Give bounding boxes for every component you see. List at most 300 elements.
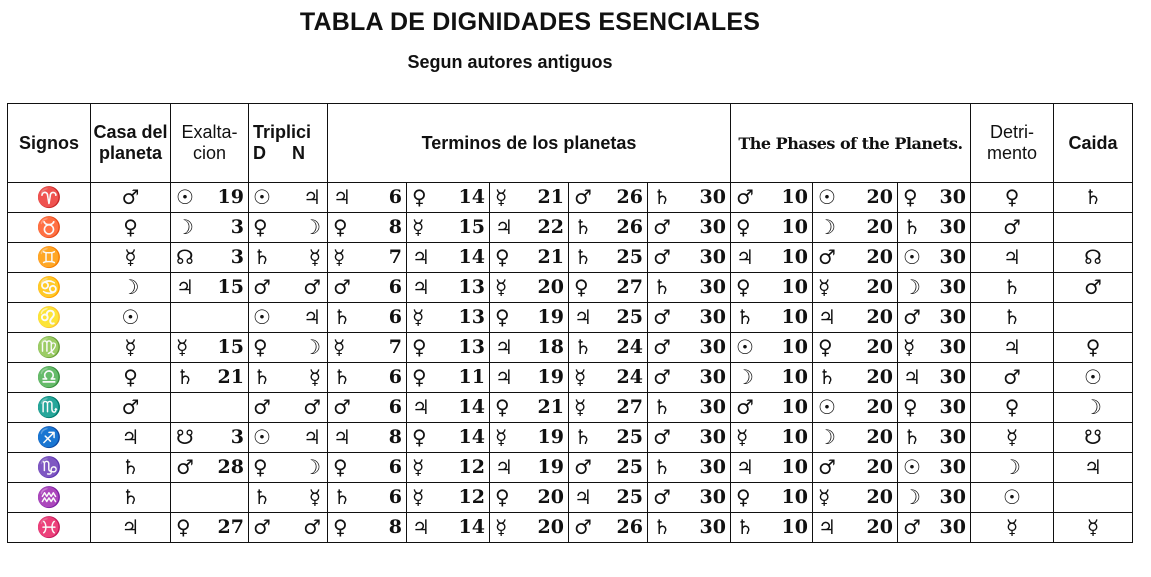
term-cell: [407, 393, 490, 423]
triplicity-day: ♀: [253, 335, 268, 359]
sign-cell: ♐: [8, 423, 91, 453]
table-row: [8, 423, 1133, 453]
triplicity-day: ♄: [253, 365, 271, 389]
phase-cell: [898, 483, 971, 513]
term-cell: [648, 303, 731, 333]
phase-cell: [731, 243, 813, 273]
sign-cell: ♎: [8, 363, 91, 393]
term-degree: 20: [537, 486, 564, 508]
casa-cell: ♄: [91, 483, 171, 513]
exaltacion-degree: 15: [217, 276, 244, 298]
exaltacion-planet: ♂: [176, 455, 194, 479]
phase-degree: 30: [939, 306, 966, 328]
phase-degree: 10: [781, 336, 808, 358]
detrimento-cell: ♃: [971, 333, 1054, 363]
phase-planet: ♄: [736, 515, 754, 539]
phase-cell: [731, 423, 813, 453]
sign-cell: ♍: [8, 333, 91, 363]
phase-degree: 10: [781, 426, 808, 448]
term-cell: [490, 273, 569, 303]
caida-cell: ♃: [1054, 453, 1133, 483]
casa-cell: ☿: [91, 333, 171, 363]
phase-degree: 10: [781, 306, 808, 328]
table-row: [8, 303, 1133, 333]
exaltacion-degree: 3: [230, 246, 244, 268]
exaltacion-cell: [171, 513, 249, 543]
term-degree: 25: [616, 246, 643, 268]
term-planet: ♄: [653, 515, 671, 539]
term-cell: [328, 303, 407, 333]
triplicity-night: ♃: [303, 305, 321, 329]
header-exaltacion: Exalta- cion: [171, 104, 249, 183]
term-degree: 30: [699, 486, 726, 508]
term-degree: 30: [699, 276, 726, 298]
term-degree: 26: [616, 516, 643, 538]
term-cell: [490, 213, 569, 243]
term-planet: ♀: [495, 485, 510, 509]
phase-cell: [898, 273, 971, 303]
sign-cell: ♋: [8, 273, 91, 303]
exaltacion-planet: ♃: [176, 275, 194, 299]
exaltacion-planet: ☿: [176, 335, 189, 359]
phase-planet: ☽: [736, 365, 754, 389]
exaltacion-degree: 27: [217, 516, 244, 538]
term-cell: [569, 333, 648, 363]
phase-degree: 20: [866, 186, 893, 208]
term-degree: 6: [388, 186, 402, 208]
phase-planet: ☽: [818, 425, 836, 449]
exaltacion-planet: ☽: [176, 215, 194, 239]
casa-cell: ☉: [91, 303, 171, 333]
term-degree: 13: [458, 336, 485, 358]
phase-cell: [898, 183, 971, 213]
sign-cell: ♏: [8, 393, 91, 423]
exaltacion-planet: ☋: [176, 425, 194, 449]
term-planet: ♄: [333, 485, 351, 509]
phase-cell: [813, 243, 898, 273]
caida-cell: [1054, 483, 1133, 513]
term-degree: 6: [388, 276, 402, 298]
term-cell: [328, 273, 407, 303]
term-planet: ♃: [333, 425, 351, 449]
term-degree: 20: [537, 516, 564, 538]
term-cell: [569, 393, 648, 423]
term-degree: 22: [537, 216, 564, 238]
triplicity-night: ♃: [303, 425, 321, 449]
header-signos: Signos: [8, 104, 91, 183]
term-degree: 24: [616, 336, 643, 358]
table-row: [8, 273, 1133, 303]
phase-planet: ♀: [818, 335, 833, 359]
term-degree: 14: [458, 246, 485, 268]
phase-planet: ☽: [818, 215, 836, 239]
term-cell: [490, 243, 569, 273]
phase-planet: ♂: [736, 395, 754, 419]
phase-cell: [898, 363, 971, 393]
term-planet: ♀: [412, 335, 427, 359]
term-planet: ♀: [333, 455, 348, 479]
header-triplici: [249, 104, 328, 183]
caida-cell: ☽: [1054, 393, 1133, 423]
term-degree: 13: [458, 306, 485, 328]
phase-planet: ♀: [736, 485, 751, 509]
phase-degree: 10: [781, 516, 808, 538]
term-planet: ♂: [333, 275, 351, 299]
term-cell: [648, 363, 731, 393]
triplicity-day: ♄: [253, 245, 271, 269]
triplicity-night: ☿: [308, 485, 321, 509]
phase-degree: 30: [939, 486, 966, 508]
phase-planet: ☿: [903, 335, 916, 359]
term-planet: ♀: [333, 515, 348, 539]
term-degree: 14: [458, 516, 485, 538]
term-planet: ♂: [653, 245, 671, 269]
triplicity-day: ☉: [253, 305, 271, 329]
term-degree: 6: [388, 306, 402, 328]
term-cell: [407, 333, 490, 363]
phase-cell: [731, 513, 813, 543]
term-planet: ♄: [333, 305, 351, 329]
phase-planet: ☉: [903, 245, 921, 269]
triplicity-day: ♂: [253, 515, 271, 539]
phase-planet: ☉: [736, 335, 754, 359]
term-degree: 25: [616, 306, 643, 328]
phase-cell: [898, 393, 971, 423]
caida-cell: ☊: [1054, 243, 1133, 273]
term-cell: [569, 213, 648, 243]
term-planet: ☿: [495, 275, 508, 299]
phase-cell: [731, 483, 813, 513]
casa-cell: ♃: [91, 513, 171, 543]
term-planet: ♃: [495, 455, 513, 479]
term-degree: 8: [388, 426, 402, 448]
term-degree: 11: [458, 366, 485, 388]
casa-cell: ♀: [91, 213, 171, 243]
caida-cell: ♀: [1054, 333, 1133, 363]
phase-planet: ☉: [903, 455, 921, 479]
casa-cell: ♂: [91, 183, 171, 213]
exaltacion-degree: 28: [217, 456, 244, 478]
caida-cell: ☿: [1054, 513, 1133, 543]
triplicity-night: ☽: [303, 455, 321, 479]
phase-cell: [731, 183, 813, 213]
dignities-table: [7, 103, 1133, 543]
term-cell: [490, 453, 569, 483]
caida-cell: [1054, 213, 1133, 243]
triplicity-cell: [249, 453, 328, 483]
phase-degree: 20: [866, 426, 893, 448]
detrimento-cell: ♂: [971, 363, 1054, 393]
term-cell: [490, 363, 569, 393]
term-cell: [328, 483, 407, 513]
term-cell: [648, 513, 731, 543]
phase-cell: [731, 213, 813, 243]
term-degree: 25: [616, 486, 643, 508]
term-degree: 19: [537, 306, 564, 328]
term-cell: [407, 483, 490, 513]
term-degree: 27: [616, 276, 643, 298]
term-planet: ☿: [333, 245, 346, 269]
term-degree: 13: [458, 276, 485, 298]
phase-degree: 20: [866, 336, 893, 358]
term-cell: [407, 213, 490, 243]
phase-degree: 30: [939, 396, 966, 418]
term-degree: 6: [388, 396, 402, 418]
phase-cell: [813, 513, 898, 543]
phase-degree: 10: [781, 186, 808, 208]
exaltacion-planet: ☉: [176, 185, 194, 209]
exaltacion-degree: 21: [217, 366, 244, 388]
term-cell: [648, 183, 731, 213]
term-planet: ☿: [495, 425, 508, 449]
phase-planet: ☿: [818, 485, 831, 509]
term-degree: 7: [388, 246, 402, 268]
term-degree: 8: [388, 516, 402, 538]
table-row: [8, 363, 1133, 393]
term-degree: 18: [537, 336, 564, 358]
triplicity-night: ♂: [303, 515, 321, 539]
term-planet: ♀: [574, 275, 589, 299]
term-planet: ♃: [412, 395, 430, 419]
phase-planet: ♃: [736, 455, 754, 479]
phase-degree: 20: [866, 396, 893, 418]
phase-cell: [898, 303, 971, 333]
term-cell: [328, 363, 407, 393]
term-cell: [407, 243, 490, 273]
triplicity-cell: [249, 363, 328, 393]
phase-cell: [813, 273, 898, 303]
phase-cell: [731, 393, 813, 423]
term-planet: ♀: [495, 245, 510, 269]
phase-planet: ☿: [736, 425, 749, 449]
term-cell: [569, 273, 648, 303]
term-degree: 6: [388, 456, 402, 478]
header-caida: Caida: [1054, 104, 1133, 183]
table-row: [8, 393, 1133, 423]
term-cell: [490, 393, 569, 423]
term-degree: 21: [537, 186, 564, 208]
phase-planet: ☉: [818, 395, 836, 419]
header-row: [8, 104, 1133, 183]
table-row: [8, 243, 1133, 273]
exaltacion-cell: [171, 423, 249, 453]
phase-degree: 20: [866, 486, 893, 508]
term-cell: [490, 303, 569, 333]
triplicity-day: ♂: [253, 395, 271, 419]
exaltacion-cell: [171, 213, 249, 243]
term-degree: 19: [537, 456, 564, 478]
phase-planet: ☽: [903, 485, 921, 509]
term-degree: 8: [388, 216, 402, 238]
term-degree: 24: [616, 366, 643, 388]
phase-degree: 20: [866, 456, 893, 478]
triplicity-cell: [249, 483, 328, 513]
phase-degree: 10: [781, 216, 808, 238]
phase-degree: 30: [939, 426, 966, 448]
detrimento-cell: ♂: [971, 213, 1054, 243]
page-title: TABLA DE DIGNIDADES ESENCIALES: [299, 8, 761, 36]
term-degree: 30: [699, 216, 726, 238]
detrimento-cell: ♃: [971, 243, 1054, 273]
phase-degree: 30: [939, 336, 966, 358]
phase-cell: [898, 513, 971, 543]
exaltacion-planet: ♀: [176, 515, 191, 539]
phase-planet: ♂: [903, 305, 921, 329]
phase-degree: 20: [866, 216, 893, 238]
triplicity-cell: [249, 273, 328, 303]
term-cell: [328, 513, 407, 543]
exaltacion-planet: ☊: [176, 245, 194, 269]
phase-cell: [898, 423, 971, 453]
phase-cell: [731, 273, 813, 303]
term-planet: ☿: [495, 185, 508, 209]
term-planet: ♃: [574, 485, 592, 509]
phase-planet: ♂: [903, 515, 921, 539]
exaltacion-degree: 3: [230, 216, 244, 238]
term-cell: [328, 213, 407, 243]
phase-cell: [813, 483, 898, 513]
term-cell: [490, 513, 569, 543]
detrimento-cell: ♄: [971, 303, 1054, 333]
term-degree: 30: [699, 336, 726, 358]
term-planet: ♂: [653, 305, 671, 329]
term-planet: ♃: [495, 365, 513, 389]
triplicity-cell: [249, 393, 328, 423]
caida-cell: ☋: [1054, 423, 1133, 453]
term-cell: [490, 483, 569, 513]
exaltacion-degree: 15: [217, 336, 244, 358]
table-row: [8, 333, 1133, 363]
phase-cell: [813, 423, 898, 453]
term-degree: 30: [699, 246, 726, 268]
term-cell: [407, 303, 490, 333]
term-planet: ♂: [653, 365, 671, 389]
term-planet: ♂: [653, 425, 671, 449]
phase-planet: ♀: [903, 185, 918, 209]
term-planet: ☿: [412, 485, 425, 509]
term-degree: 6: [388, 366, 402, 388]
header-terminos: Terminos de los planetas: [328, 104, 731, 183]
caida-cell: [1054, 303, 1133, 333]
exaltacion-cell: [171, 243, 249, 273]
triplicity-night: ♂: [303, 275, 321, 299]
term-degree: 30: [699, 456, 726, 478]
header-detrimento: Detri- mento: [971, 104, 1054, 183]
exaltacion-cell: [171, 453, 249, 483]
detrimento-cell: ☽: [971, 453, 1054, 483]
term-planet: ♂: [574, 185, 592, 209]
term-planet: ♄: [653, 275, 671, 299]
term-planet: ♂: [333, 395, 351, 419]
term-degree: 21: [537, 246, 564, 268]
phase-cell: [898, 453, 971, 483]
sign-cell: ♈: [8, 183, 91, 213]
term-planet: ♄: [333, 365, 351, 389]
term-cell: [328, 333, 407, 363]
phase-planet: ♀: [736, 215, 751, 239]
term-planet: ♂: [574, 455, 592, 479]
exaltacion-cell: [171, 333, 249, 363]
phase-planet: ♄: [903, 215, 921, 239]
term-planet: ☿: [574, 395, 587, 419]
phase-degree: 20: [866, 366, 893, 388]
phase-degree: 30: [939, 216, 966, 238]
term-planet: ♄: [653, 455, 671, 479]
term-planet: ♂: [653, 485, 671, 509]
term-cell: [407, 453, 490, 483]
term-degree: 14: [458, 426, 485, 448]
term-planet: ♄: [574, 425, 592, 449]
triplicity-night: ♃: [303, 185, 321, 209]
term-cell: [648, 213, 731, 243]
header-phases: The Phases of the Planets.: [731, 104, 971, 183]
triplicity-day: ♀: [253, 215, 268, 239]
phase-cell: [898, 243, 971, 273]
phase-planet: ☽: [903, 275, 921, 299]
detrimento-cell: ☉: [971, 483, 1054, 513]
term-cell: [569, 483, 648, 513]
term-cell: [490, 423, 569, 453]
term-planet: ♀: [412, 425, 427, 449]
phase-planet: ♃: [818, 305, 836, 329]
triplicity-day: ♂: [253, 275, 271, 299]
sign-cell: ♑: [8, 453, 91, 483]
page-subtitle: Segun autores antiguos: [407, 52, 613, 72]
table-row: [8, 453, 1133, 483]
term-planet: ☿: [333, 335, 346, 359]
phase-degree: 30: [939, 246, 966, 268]
term-cell: [569, 243, 648, 273]
phase-planet: ♂: [818, 455, 836, 479]
phase-cell: [813, 393, 898, 423]
term-planet: ♀: [495, 305, 510, 329]
table-row: [8, 513, 1133, 543]
term-cell: [569, 303, 648, 333]
triplicity-cell: [249, 183, 328, 213]
term-cell: [569, 363, 648, 393]
phase-planet: ♄: [903, 425, 921, 449]
term-cell: [648, 273, 731, 303]
phase-degree: 10: [781, 276, 808, 298]
triplicity-cell: [249, 513, 328, 543]
casa-cell: ♄: [91, 453, 171, 483]
term-planet: ☿: [412, 215, 425, 239]
phase-cell: [813, 183, 898, 213]
sign-cell: ♒: [8, 483, 91, 513]
term-degree: 25: [616, 426, 643, 448]
exaltacion-cell: [171, 483, 249, 513]
phase-planet: ♃: [818, 515, 836, 539]
phase-degree: 30: [939, 516, 966, 538]
term-cell: [648, 243, 731, 273]
term-cell: [407, 183, 490, 213]
phase-planet: ♀: [903, 395, 918, 419]
term-planet: ☿: [412, 455, 425, 479]
phase-cell: [731, 363, 813, 393]
phase-planet: ☿: [818, 275, 831, 299]
term-degree: 14: [458, 396, 485, 418]
caida-cell: ♂: [1054, 273, 1133, 303]
term-degree: 12: [458, 456, 485, 478]
term-planet: ♄: [653, 395, 671, 419]
exaltacion-cell: [171, 393, 249, 423]
phase-degree: 20: [866, 306, 893, 328]
term-planet: ♀: [495, 395, 510, 419]
phase-degree: 20: [866, 516, 893, 538]
term-planet: ♀: [412, 185, 427, 209]
phase-cell: [898, 213, 971, 243]
header-casa: Casa del planeta: [91, 104, 171, 183]
